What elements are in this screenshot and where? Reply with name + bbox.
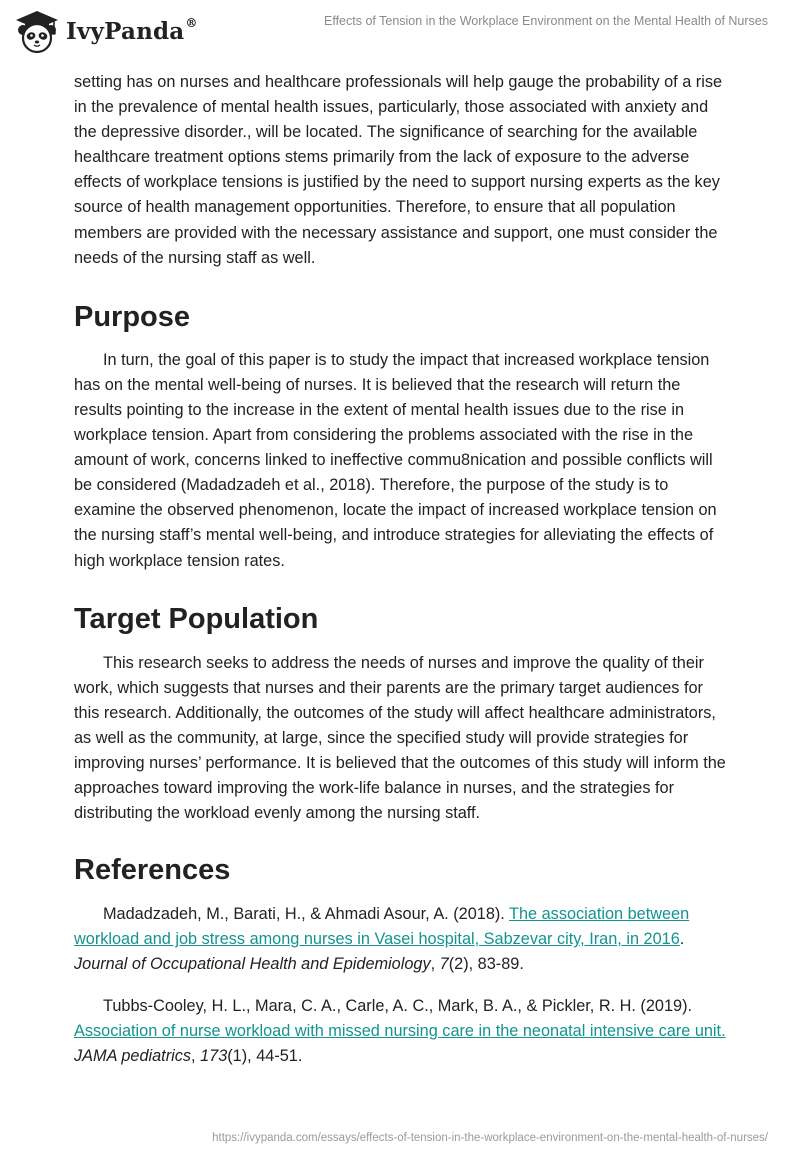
reference-volume: 7 [439, 955, 449, 974]
panda-logo-icon [14, 8, 60, 54]
reference-volume: 173 [200, 1046, 228, 1065]
site-logo[interactable] [14, 8, 198, 54]
essay-title: Effects of Tension in the Workplace Environment on the Mental Health of Nurses [324, 14, 768, 28]
reference-link[interactable]: Association of nurse workload with missed nursing care in the neonatal intensive care unit. [74, 1021, 726, 1040]
reference-item: Tubbs-Cooley, H. L., Mara, C. A., Carle, A. C., Mark, B. A., & Pickler, R. H. (2019). Association of nurse workload with missed nursing care in the neonatal intensive care unit. JAMA pediatrics, 173(1), 44-51. [74, 996, 726, 1065]
references-heading: References [74, 854, 231, 887]
reference-journal: JAMA pediatrics [74, 1046, 192, 1065]
reference-item: Madadzadeh, M., Barati, H., & Ahmadi Asour, A. (2018). The association between workload and job stress among nurses in Vasei hospital, Sabzevar city, Iran, in 2016. Journal of Occupational Health and Epidemiology, 7(2), 83-89. [74, 905, 690, 974]
intro-paragraph: setting has on nurses and healthcare professionals will help gauge the probability of a rise in the prevalence of mental health issues, particularly, those associated with anxiety and the depressive disorder., will be located. The significance of searching for the available healthcare treatment options stems primarily from the lack of exposure to the adverse effects of workplace tensions is justified by the need to support nursing experts as the key source of health management opportunities. Therefore, to ensure that all population members are provided with the necessary assistance and support, one must consider the needs of the nursing staff as well. [74, 73, 723, 267]
page-header [0, 0, 800, 70]
logo-text: IvyPanda® [66, 15, 198, 45]
purpose-heading: Purpose [74, 300, 191, 333]
essay-body [74, 70, 726, 1069]
purpose-paragraph: In turn, the goal of this paper is to study the impact that increased workplace tension has on the mental well-being of nurses. It is believed that the research will return the results pointing to the increase in the extent of mental health issues due to the rise in workplace tension. Apart from considering the problems associated with the rise in the amount of work, concerns linked to ineffective commu8nication and possible conflicts will be considered (Madadzadeh et al., 2018). Therefore, the purpose of the study is to examine the observed phenomenon, locate the impact of increased workplace tension on the nursing staff’s mental well-being, and introduce strategies for alleviating the effects of high workplace tension rates. [74, 350, 717, 570]
page-url: https://ivypanda.com/essays/effects-of-tension-in-the-workplace-environment-on-the-mental-health-of-nurses/ [212, 1132, 768, 1144]
reference-link[interactable]: The association between workload and job stress among nurses in Vasei hospital, Sabzevar city, Iran, in 2016 [74, 905, 690, 949]
target-population-heading: Target Population [74, 602, 319, 635]
target-population-paragraph: This research seeks to address the needs of nurses and improve the quality of their work, which suggests that nurses and their parents are the primary target audiences for this research. Additionally, the outcomes of the study will affect healthcare administrators, as well as the community, at large, since the specified study will provide strategies for improving nurses’ performance. It is believed that the outcomes of this study will inform the approaches toward improving the work-life balance in nurses, and the strategies for distributing the workload evenly among the nursing staff. [74, 653, 726, 823]
reference-journal: Journal of Occupational Health and Epidemiology [74, 955, 431, 974]
